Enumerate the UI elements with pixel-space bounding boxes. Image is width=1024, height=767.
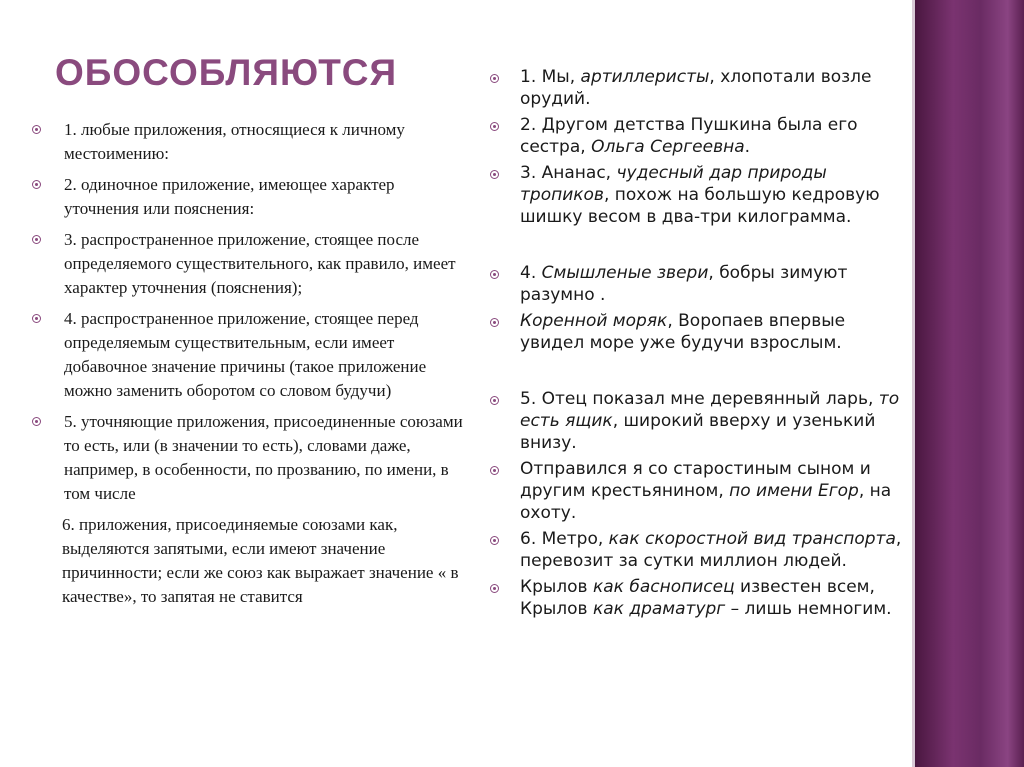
example-appositive: чудесный дар природы тропиков bbox=[520, 163, 827, 205]
rule-text: 4. распространенное приложение, стоящее перед определяемым существительным, если имеет добавочное значение причины (такое приложение можно заменить оборотом со словом будучи) bbox=[64, 309, 427, 400]
rule-text: 1. любые приложения, относящиеся к личному местоимению: bbox=[64, 120, 405, 163]
example-item bbox=[490, 262, 910, 306]
example-appositive: как драматург bbox=[592, 599, 726, 619]
bullet-icon bbox=[490, 584, 499, 593]
bullet-icon bbox=[490, 318, 499, 327]
example-text: Крылов bbox=[520, 577, 593, 597]
rule-text: 6. приложения, присоединяемые союзами как, выделяются запятыми, если имеют значение причинности; если же союз как выражает значение « в качестве», то запятая не ставится bbox=[62, 515, 459, 606]
examples-list bbox=[490, 66, 910, 624]
example-appositive: артиллеристы bbox=[580, 67, 710, 87]
bullet-icon bbox=[32, 125, 41, 134]
example-text: Отправился я со старостиным сыном и другим крестьянином, bbox=[520, 459, 871, 501]
example-appositive: как скоростной вид транспорта bbox=[608, 529, 896, 549]
rule-item bbox=[32, 118, 472, 166]
rule-item bbox=[32, 410, 472, 506]
bullet-icon bbox=[490, 466, 499, 475]
slide-title: ОБОСОБЛЯЮТСЯ bbox=[55, 52, 398, 93]
rule-text: 3. распространенное приложение, стоящее после определяемого существительного, как правило, имеет характер уточнения (пояснения); bbox=[64, 230, 456, 297]
example-item bbox=[490, 576, 910, 620]
example-item bbox=[490, 528, 910, 572]
bullet-icon bbox=[490, 270, 499, 279]
rule-item bbox=[32, 228, 472, 300]
example-appositive: то есть ящик bbox=[520, 389, 900, 431]
example-item bbox=[490, 310, 910, 354]
example-text: 1. Мы, bbox=[520, 67, 581, 87]
rule-text: 5. уточняющие приложения, присоединенные союзами то есть, или (в значении то есть), словами даже, например, в особенности, по прозванию, по имени, в том числе bbox=[64, 412, 463, 503]
example-text: известен всем, Крылов bbox=[520, 577, 875, 619]
example-appositive: Смышленые звери bbox=[541, 263, 709, 283]
example-text: , бобры зимуют разумно . bbox=[520, 263, 848, 305]
example-item bbox=[490, 458, 910, 524]
rule-item bbox=[32, 307, 472, 403]
bullet-icon bbox=[490, 536, 499, 545]
example-appositive: как баснописец bbox=[592, 577, 735, 597]
bullet-icon bbox=[490, 170, 499, 179]
rule-item bbox=[32, 173, 472, 221]
example-text: , широкий вверху и узенький внизу. bbox=[520, 411, 876, 453]
rule-text: 2. одиночное приложение, имеющее характер уточнения или пояснения: bbox=[64, 175, 395, 218]
bullet-icon bbox=[32, 235, 41, 244]
example-item bbox=[490, 388, 910, 454]
example-appositive: Коренной моряк bbox=[520, 311, 668, 331]
example-appositive: Ольга Сергеевна bbox=[591, 137, 745, 157]
example-text: . bbox=[744, 137, 751, 157]
bullet-icon bbox=[490, 74, 499, 83]
bullet-icon bbox=[490, 396, 499, 405]
bullet-icon bbox=[32, 314, 41, 323]
example-text: , перевозит за сутки миллион людей. bbox=[520, 529, 902, 571]
example-text: 2. Другом детства Пушкина была его сестра, bbox=[520, 115, 858, 157]
bullet-icon bbox=[32, 417, 41, 426]
example-text: 5. Отец показал мне деревянный ларь, bbox=[520, 389, 879, 409]
example-item bbox=[490, 66, 910, 110]
spacer bbox=[490, 232, 910, 262]
example-text: 6. Метро, bbox=[520, 529, 609, 549]
example-text: , хлопотали возле орудий. bbox=[520, 67, 872, 109]
example-text: , Воропаев впервые увидел море уже будучи взрослым. bbox=[520, 311, 846, 353]
bullet-icon bbox=[32, 180, 41, 189]
bullet-icon bbox=[490, 122, 499, 131]
example-text: 3. Ананас, bbox=[520, 163, 617, 183]
rules-list bbox=[32, 118, 472, 616]
spacer bbox=[490, 358, 910, 388]
example-item bbox=[490, 162, 910, 228]
example-text: , на охоту. bbox=[520, 481, 892, 523]
example-item bbox=[490, 114, 910, 158]
example-text: 4. bbox=[520, 263, 542, 283]
example-text: , похож на большую кедровую шишку весом в два-три килограмма. bbox=[520, 185, 880, 227]
example-appositive: по имени Егор bbox=[729, 481, 859, 501]
rule-item-6 bbox=[32, 513, 472, 609]
side-bar-decoration bbox=[915, 0, 1024, 767]
example-text: – лишь немногим. bbox=[725, 599, 892, 619]
